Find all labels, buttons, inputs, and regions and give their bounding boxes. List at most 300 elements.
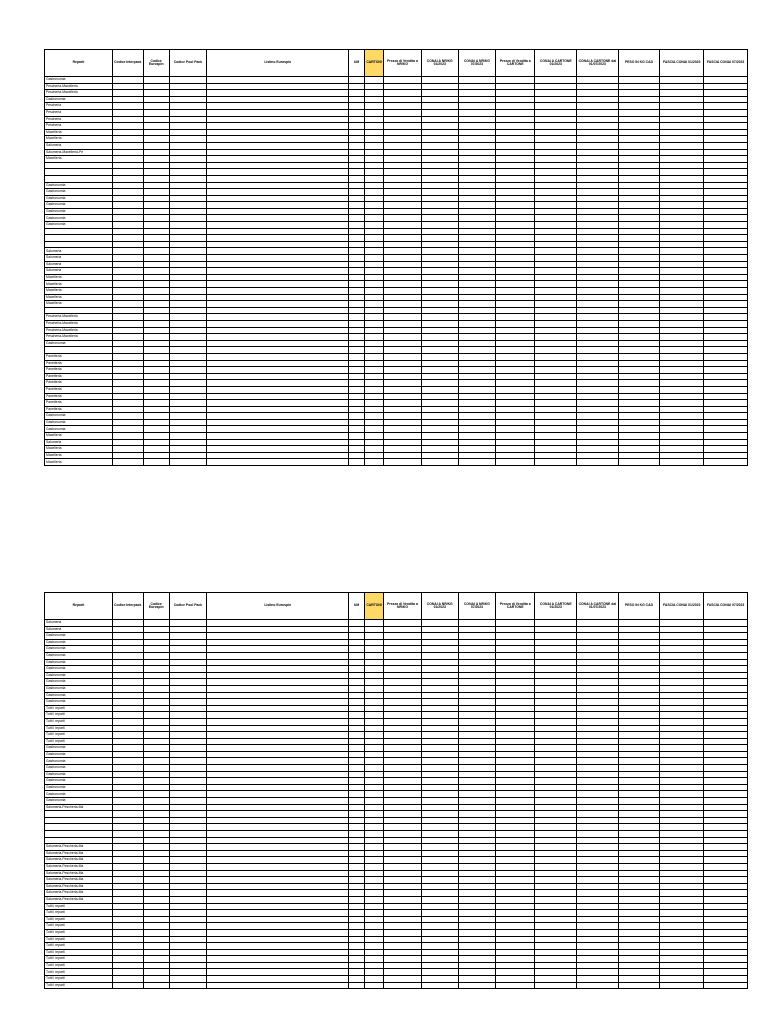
table-cell [704, 738, 748, 745]
table-cell [112, 327, 143, 334]
table-cell [169, 373, 206, 380]
table-cell [349, 666, 364, 673]
table-row [45, 969, 748, 976]
table-cell [349, 863, 364, 870]
table-cell [207, 360, 349, 367]
table-cell [364, 367, 384, 374]
table-cell [577, 360, 619, 367]
table-cell [112, 811, 143, 818]
table-cell [112, 784, 143, 791]
table-cell [207, 877, 349, 884]
table-cell [496, 149, 535, 156]
table-cell [618, 765, 660, 772]
table-cell [577, 646, 619, 653]
table-cell [349, 241, 364, 248]
table-cell [704, 705, 748, 712]
table-cell [496, 969, 535, 976]
table-cell [577, 268, 619, 275]
table-cell [660, 248, 704, 255]
table-cell [421, 910, 458, 917]
table-cell [704, 620, 748, 627]
table-cell [169, 228, 206, 235]
reparti-cell: Tutti i reparti [45, 910, 113, 917]
table-cell [535, 712, 577, 719]
reparti-cell: Macelleria [45, 288, 113, 295]
table-cell [660, 400, 704, 407]
table-cell [458, 778, 495, 785]
table-row [45, 261, 748, 268]
table-cell [421, 301, 458, 308]
table-cell [207, 699, 349, 706]
table-cell [169, 360, 206, 367]
table-cell [364, 175, 384, 182]
header-fascia-conai-07: FASCIA CONAI 07/2023 [704, 50, 748, 77]
table-cell [458, 307, 495, 314]
table-cell [112, 765, 143, 772]
table-cell [112, 307, 143, 314]
reparti-cell [45, 824, 113, 831]
table-cell [143, 712, 169, 719]
table-cell [660, 804, 704, 811]
table-cell [577, 301, 619, 308]
table-cell [496, 274, 535, 281]
table-cell [207, 896, 349, 903]
reparti-cell: Gastronomia [45, 96, 113, 103]
table-cell [112, 692, 143, 699]
table-cell [112, 235, 143, 242]
table-cell [660, 386, 704, 393]
table-row [45, 824, 748, 831]
table-cell [577, 248, 619, 255]
table-cell [207, 393, 349, 400]
table-cell [535, 380, 577, 387]
table-row [45, 923, 748, 930]
table-cell [535, 765, 577, 772]
table-cell [618, 433, 660, 440]
table-cell [535, 738, 577, 745]
table-cell [618, 406, 660, 413]
table-cell [169, 268, 206, 275]
table-cell [349, 314, 364, 321]
table-cell [207, 406, 349, 413]
table-cell [577, 890, 619, 897]
table-cell [704, 863, 748, 870]
reparti-cell: Macelleria [45, 452, 113, 459]
table-cell [349, 353, 364, 360]
table-cell [496, 208, 535, 215]
table-cell [384, 406, 421, 413]
table-cell [143, 903, 169, 910]
table-cell [618, 745, 660, 752]
table-cell [421, 136, 458, 143]
table-cell [364, 620, 384, 627]
table-cell [496, 334, 535, 341]
table-cell [577, 685, 619, 692]
table-cell [384, 844, 421, 851]
reparti-cell: Pescheria-Macelleria [45, 327, 113, 334]
table-cell [704, 255, 748, 262]
table-cell [618, 976, 660, 983]
table-cell [207, 850, 349, 857]
table-cell [207, 334, 349, 341]
table-cell [421, 659, 458, 666]
table-cell [577, 745, 619, 752]
table-cell [496, 320, 535, 327]
table-cell [349, 116, 364, 123]
table-cell [112, 804, 143, 811]
table-cell [535, 771, 577, 778]
table-cell [421, 353, 458, 360]
reparti-cell: Gastronomia [45, 646, 113, 653]
table-cell [704, 639, 748, 646]
table-cell [349, 877, 364, 884]
table-cell [143, 393, 169, 400]
table-cell [384, 718, 421, 725]
table-cell [384, 850, 421, 857]
header-fascia-conai-01: FASCIA CONAI 01/2023 [660, 50, 704, 77]
table-row [45, 406, 748, 413]
table-cell [535, 367, 577, 374]
table-cell [421, 857, 458, 864]
table-cell [421, 850, 458, 857]
table-cell [143, 725, 169, 732]
table-cell [496, 136, 535, 143]
table-cell [577, 446, 619, 453]
table-cell [421, 439, 458, 446]
table-cell [349, 406, 364, 413]
reparti-cell: Gastronomia [45, 222, 113, 229]
reparti-cell: Salumeria-Pescheria-Ma [45, 863, 113, 870]
table-cell [207, 725, 349, 732]
table-cell [349, 831, 364, 838]
table-cell [618, 639, 660, 646]
table-cell [421, 393, 458, 400]
table-cell [618, 228, 660, 235]
table-cell [535, 831, 577, 838]
table-cell [535, 896, 577, 903]
table-cell [535, 943, 577, 950]
table-cell [112, 109, 143, 116]
table-cell [577, 962, 619, 969]
table-cell [349, 320, 364, 327]
table-cell [704, 982, 748, 989]
table-cell [535, 791, 577, 798]
table-row [45, 679, 748, 686]
table-cell [143, 261, 169, 268]
table-cell [112, 149, 143, 156]
table-cell [458, 962, 495, 969]
table-cell [169, 347, 206, 354]
table-cell [143, 274, 169, 281]
table-cell [704, 712, 748, 719]
table-cell [660, 883, 704, 890]
table-cell [112, 910, 143, 917]
table-cell [169, 142, 206, 149]
table-cell [349, 413, 364, 420]
table-cell [112, 903, 143, 910]
table-cell [535, 798, 577, 805]
table-cell [704, 910, 748, 917]
table-cell [535, 910, 577, 917]
table-cell [384, 367, 421, 374]
table-cell [577, 116, 619, 123]
reparti-cell: Panetteria [45, 400, 113, 407]
table-cell [169, 123, 206, 130]
reparti-cell: Pescheria [45, 109, 113, 116]
reparti-cell [45, 817, 113, 824]
table-cell [421, 255, 458, 262]
table-cell [349, 679, 364, 686]
table-cell [577, 831, 619, 838]
table-cell [458, 929, 495, 936]
table-cell [364, 149, 384, 156]
table-cell [458, 314, 495, 321]
table-row [45, 175, 748, 182]
table-cell [169, 652, 206, 659]
table-cell [535, 837, 577, 844]
reparti-cell [45, 307, 113, 314]
table-cell [618, 301, 660, 308]
table-cell [704, 320, 748, 327]
table-cell [577, 222, 619, 229]
table-cell [207, 149, 349, 156]
table-cell [496, 751, 535, 758]
table-cell [112, 798, 143, 805]
table-cell [535, 659, 577, 666]
table-cell [112, 103, 143, 110]
table-cell [384, 400, 421, 407]
table-cell [364, 817, 384, 824]
table-cell [458, 182, 495, 189]
table-cell [704, 870, 748, 877]
table-cell [143, 784, 169, 791]
table-cell [207, 202, 349, 209]
table-cell [143, 281, 169, 288]
reparti-cell: Gastronomia [45, 202, 113, 209]
table-cell [577, 373, 619, 380]
reparti-cell [45, 241, 113, 248]
table-cell [577, 771, 619, 778]
table-cell [349, 982, 364, 989]
table-cell [496, 652, 535, 659]
header-reparti: Reparti [45, 593, 113, 620]
table-cell [143, 956, 169, 963]
table-cell [535, 281, 577, 288]
table-cell [169, 910, 206, 917]
table-cell [421, 248, 458, 255]
table-cell [421, 725, 458, 732]
table-cell [535, 863, 577, 870]
table-cell [496, 646, 535, 653]
table-cell [364, 659, 384, 666]
table-cell [535, 268, 577, 275]
reparti-cell: Salumeria-Pescheria-Ma [45, 850, 113, 857]
table-cell [384, 274, 421, 281]
table-cell [207, 261, 349, 268]
table-cell [577, 725, 619, 732]
table-cell [112, 301, 143, 308]
table-cell [618, 149, 660, 156]
table-body [45, 620, 748, 989]
table-cell [458, 208, 495, 215]
table-cell [112, 123, 143, 130]
table-cell [349, 446, 364, 453]
table-cell [618, 784, 660, 791]
table-cell [349, 732, 364, 739]
table-cell [349, 136, 364, 143]
table-cell [660, 929, 704, 936]
table-cell [577, 406, 619, 413]
table-cell [112, 844, 143, 851]
table-cell [207, 692, 349, 699]
header-conai-nr-kg-07: CONAI A NR/KG 07/2023 [458, 593, 495, 620]
table-cell [384, 916, 421, 923]
table-row [45, 639, 748, 646]
reparti-cell: Gastronomia [45, 652, 113, 659]
table-cell [384, 949, 421, 956]
table-row [45, 90, 748, 97]
table-row [45, 222, 748, 229]
table-cell [364, 274, 384, 281]
table-cell [207, 208, 349, 215]
table-cell [349, 248, 364, 255]
table-header-row [45, 50, 748, 77]
table-cell [384, 215, 421, 222]
reparti-cell: Gastronomia [45, 189, 113, 196]
table-cell [458, 235, 495, 242]
table-cell [421, 129, 458, 136]
table-cell [349, 222, 364, 229]
table-cell [349, 373, 364, 380]
table-cell [458, 705, 495, 712]
table-cell [169, 870, 206, 877]
table-cell [143, 347, 169, 354]
table-cell [458, 327, 495, 334]
table-cell [143, 758, 169, 765]
table-cell [535, 929, 577, 936]
table-cell [384, 156, 421, 163]
table-cell [660, 817, 704, 824]
table-cell [143, 373, 169, 380]
table-cell [169, 850, 206, 857]
table-cell [577, 413, 619, 420]
table-cell [704, 419, 748, 426]
table-cell [577, 712, 619, 719]
table-row [45, 347, 748, 354]
table-cell [458, 109, 495, 116]
table-cell [364, 883, 384, 890]
table-cell [349, 281, 364, 288]
table-cell [112, 406, 143, 413]
table-cell [364, 393, 384, 400]
table-cell [496, 169, 535, 176]
table-cell [496, 373, 535, 380]
table-cell [577, 202, 619, 209]
table-cell [207, 169, 349, 176]
table-cell [169, 831, 206, 838]
table-cell [577, 452, 619, 459]
table-cell [704, 222, 748, 229]
table-cell [349, 175, 364, 182]
table-row [45, 182, 748, 189]
table-cell [207, 857, 349, 864]
table-cell [421, 863, 458, 870]
table-cell [660, 659, 704, 666]
table-cell [535, 923, 577, 930]
table-cell [112, 241, 143, 248]
table-cell [577, 672, 619, 679]
table-cell [421, 320, 458, 327]
table-cell [618, 426, 660, 433]
reparti-cell: Pescheria-Macelleria [45, 314, 113, 321]
table-cell [496, 367, 535, 374]
table-cell [618, 162, 660, 169]
table-cell [704, 208, 748, 215]
table-cell [169, 281, 206, 288]
table-cell [660, 956, 704, 963]
table-cell [207, 294, 349, 301]
table-cell [143, 831, 169, 838]
table-cell [496, 175, 535, 182]
table-cell [535, 949, 577, 956]
reparti-cell: Salumeria [45, 255, 113, 262]
table-cell [364, 844, 384, 851]
reparti-cell: Salumeria [45, 626, 113, 633]
table-cell [496, 877, 535, 884]
table-cell [660, 857, 704, 864]
table-cell [169, 169, 206, 176]
table-cell [618, 195, 660, 202]
table-cell [349, 751, 364, 758]
table-cell [349, 837, 364, 844]
table-cell [618, 824, 660, 831]
table-cell [458, 400, 495, 407]
table-cell [364, 738, 384, 745]
table-cell [704, 685, 748, 692]
table-cell [496, 791, 535, 798]
table-cell [143, 811, 169, 818]
table-cell [496, 857, 535, 864]
table-cell [421, 877, 458, 884]
table-cell [421, 103, 458, 110]
reparti-cell: Salumeria-Pescheria-Ma [45, 870, 113, 877]
table-cell [112, 916, 143, 923]
table-row [45, 136, 748, 143]
reparti-cell: Macelleria [45, 446, 113, 453]
table-cell [577, 169, 619, 176]
table-cell [421, 956, 458, 963]
table-cell [384, 923, 421, 930]
table-cell [535, 916, 577, 923]
table-cell [112, 77, 143, 84]
table-cell [704, 386, 748, 393]
table-cell [364, 778, 384, 785]
table-cell [349, 83, 364, 90]
table-cell [169, 235, 206, 242]
table-cell [143, 314, 169, 321]
table-cell [112, 633, 143, 640]
table-cell [660, 288, 704, 295]
table-cell [169, 784, 206, 791]
table-cell [349, 96, 364, 103]
table-cell [143, 699, 169, 706]
table-row [45, 712, 748, 719]
table-cell [143, 235, 169, 242]
table-cell [112, 771, 143, 778]
table-cell [364, 189, 384, 196]
table-cell [577, 307, 619, 314]
table-cell [207, 136, 349, 143]
